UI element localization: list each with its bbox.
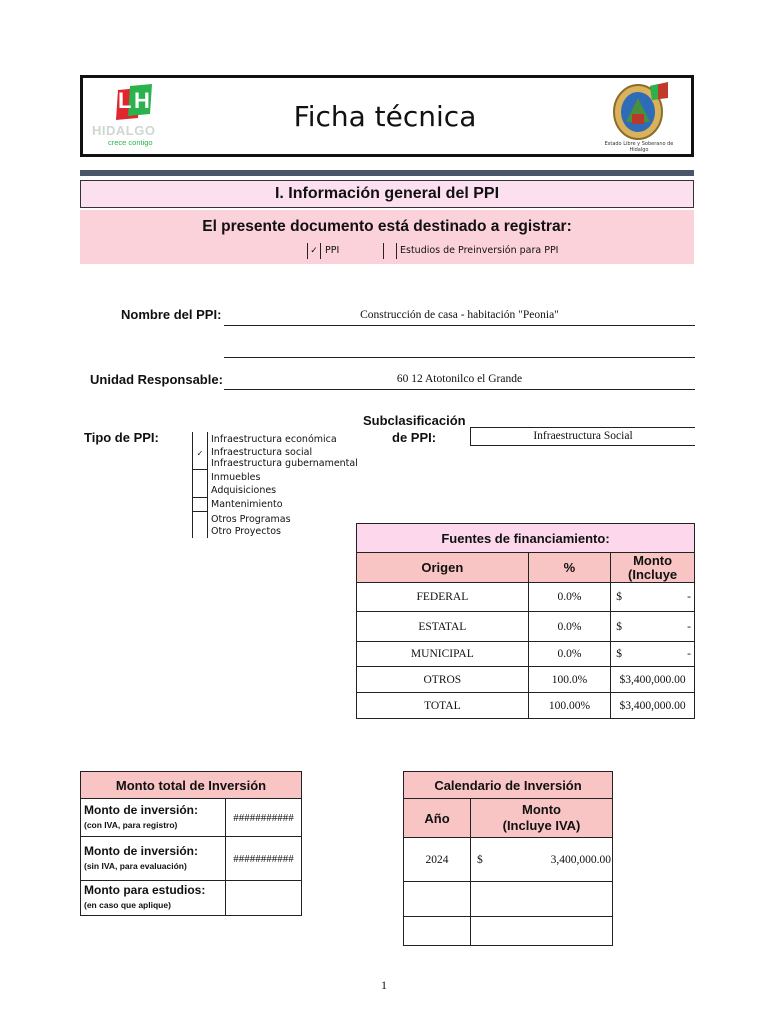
nombre-label: Nombre del PPI:: [121, 307, 222, 322]
amount-cell: [471, 838, 613, 882]
nombre-field-line2[interactable]: [224, 341, 695, 358]
investment-label-main: Monto para estudios:: [84, 883, 206, 897]
origen-cell: FEDERAL: [357, 583, 529, 612]
register-heading: El presente documento está destinado a registrar:: [202, 218, 572, 235]
pct-cell: 0.0%: [528, 642, 611, 667]
coat-of-arms-icon: [606, 80, 670, 140]
nombre-field[interactable]: Construcción de casa - habitación "Peonia": [224, 309, 695, 326]
investment-label-main: Monto de inversión:: [84, 843, 198, 858]
year-cell: 2024: [404, 838, 471, 882]
table-row: [357, 642, 695, 667]
unidad-label: Unidad Responsable:: [90, 372, 223, 387]
investment-label-main: Monto de inversión:: [84, 802, 198, 817]
col-monto-line1: Monto: [522, 802, 561, 817]
tipo-option: Adquisiciones: [211, 485, 277, 496]
origen-cell: OTROS: [357, 667, 529, 693]
investment-label: [81, 837, 226, 881]
seal-caption: Estado Libre y Soberano de Hidalgo: [604, 141, 674, 153]
table-row: [404, 838, 613, 882]
table-row: [357, 667, 695, 693]
investment-label: [81, 881, 226, 916]
monto-cell: $3,400,000.00: [611, 693, 695, 719]
monto-cell: [611, 612, 695, 642]
amount-value: 3,400,000.00: [550, 853, 611, 866]
table-row: [81, 881, 302, 916]
currency-symbol: $: [616, 591, 622, 603]
page-number: 1: [381, 978, 387, 992]
tipo-option: Mantenimiento: [211, 499, 283, 510]
tipo-option: Inmuebles: [211, 472, 261, 483]
monto-cell: [611, 642, 695, 667]
col-monto: Monto (Incluye: [611, 553, 695, 583]
pct-cell: 100.0%: [528, 667, 611, 693]
year-cell: [404, 882, 471, 917]
tipo-divider: [192, 497, 208, 498]
table-row: [81, 837, 302, 881]
col-origen: Origen: [357, 553, 529, 583]
pct-cell: 100.00%: [528, 693, 611, 719]
investment-value: [226, 881, 302, 916]
financing-title: Fuentes de financiamiento:: [357, 524, 695, 553]
origen-cell: MUNICIPAL: [357, 642, 529, 667]
studies-checkbox[interactable]: [383, 243, 397, 259]
currency-symbol: $: [616, 620, 622, 633]
investment-value: ###########: [226, 837, 302, 881]
header-divider: [80, 170, 694, 176]
tipo-option: Infraestructura gubernamental: [211, 458, 358, 469]
page-title: Ficha técnica: [293, 100, 477, 133]
investment-label-sub: (en caso que aplique): [84, 900, 171, 910]
subclas-field[interactable]: Infraestructura Social: [470, 427, 695, 446]
studies-option-label: Estudios de Preinversión para PPI: [400, 245, 559, 256]
monto-value: -: [687, 591, 691, 603]
section-title: I. Información general del PPI: [80, 180, 694, 208]
currency-symbol: $: [477, 853, 483, 866]
col-monto: [471, 799, 613, 838]
table-row: [404, 917, 613, 946]
year-cell: [404, 917, 471, 946]
table-row: [81, 799, 302, 837]
pct-cell: 0.0%: [528, 583, 611, 612]
monto-value: -: [687, 620, 691, 633]
col-year: Año: [404, 799, 471, 838]
tipo-option: Otro Proyectos: [211, 526, 281, 537]
unidad-field[interactable]: 60 12 Atotonilco el Grande: [224, 373, 695, 390]
tipo-option: Infraestructura económica: [211, 434, 337, 445]
ppi-option-label: PPI: [325, 245, 340, 256]
currency-symbol: $: [616, 648, 622, 660]
table-row: [357, 612, 695, 642]
col-pct: %: [528, 553, 611, 583]
investment-value: ###########: [226, 799, 302, 837]
investment-table: [80, 771, 302, 916]
origen-cell: TOTAL: [357, 693, 529, 719]
calendar-title: Calendario de Inversión: [404, 772, 613, 799]
ppi-checkbox[interactable]: ✓: [307, 243, 321, 259]
pct-cell: 0.0%: [528, 612, 611, 642]
tipo-label: Tipo de PPI:: [84, 430, 159, 445]
table-row: [357, 693, 695, 719]
subclas-label-1: Subclasificación: [363, 413, 466, 428]
logo-tagline: crece contigo: [108, 138, 153, 147]
svg-text:H: H: [134, 88, 150, 113]
table-row: [404, 882, 613, 917]
monto-value: -: [687, 648, 691, 660]
investment-label: [81, 799, 226, 837]
state-seal: [606, 80, 670, 140]
monto-cell: $3,400,000.00: [611, 667, 695, 693]
table-row: [357, 583, 695, 612]
investment-title: Monto total de Inversión: [81, 772, 302, 799]
monto-cell: [611, 583, 695, 612]
origen-cell: ESTATAL: [357, 612, 529, 642]
amount-cell: [471, 917, 613, 946]
tipo-divider: [192, 511, 208, 512]
subclas-label-2: de PPI:: [392, 430, 437, 445]
tipo-option: Otros Programas: [211, 514, 291, 525]
amount-cell: [471, 882, 613, 917]
tipo-option: Infraestructura social: [211, 447, 313, 458]
calendar-table: [403, 771, 613, 946]
financing-table: [356, 523, 695, 719]
tipo-check-social[interactable]: ✓: [196, 449, 204, 458]
investment-label-sub: (sin IVA, para evaluación): [84, 860, 187, 871]
col-monto-line2: (Incluye IVA): [502, 818, 581, 833]
logo-wordmark: HIDALGO: [92, 123, 156, 138]
svg-text:L: L: [118, 88, 132, 113]
tipo-divider: [192, 469, 208, 470]
investment-label-sub: (con IVA, para registro): [84, 819, 178, 830]
